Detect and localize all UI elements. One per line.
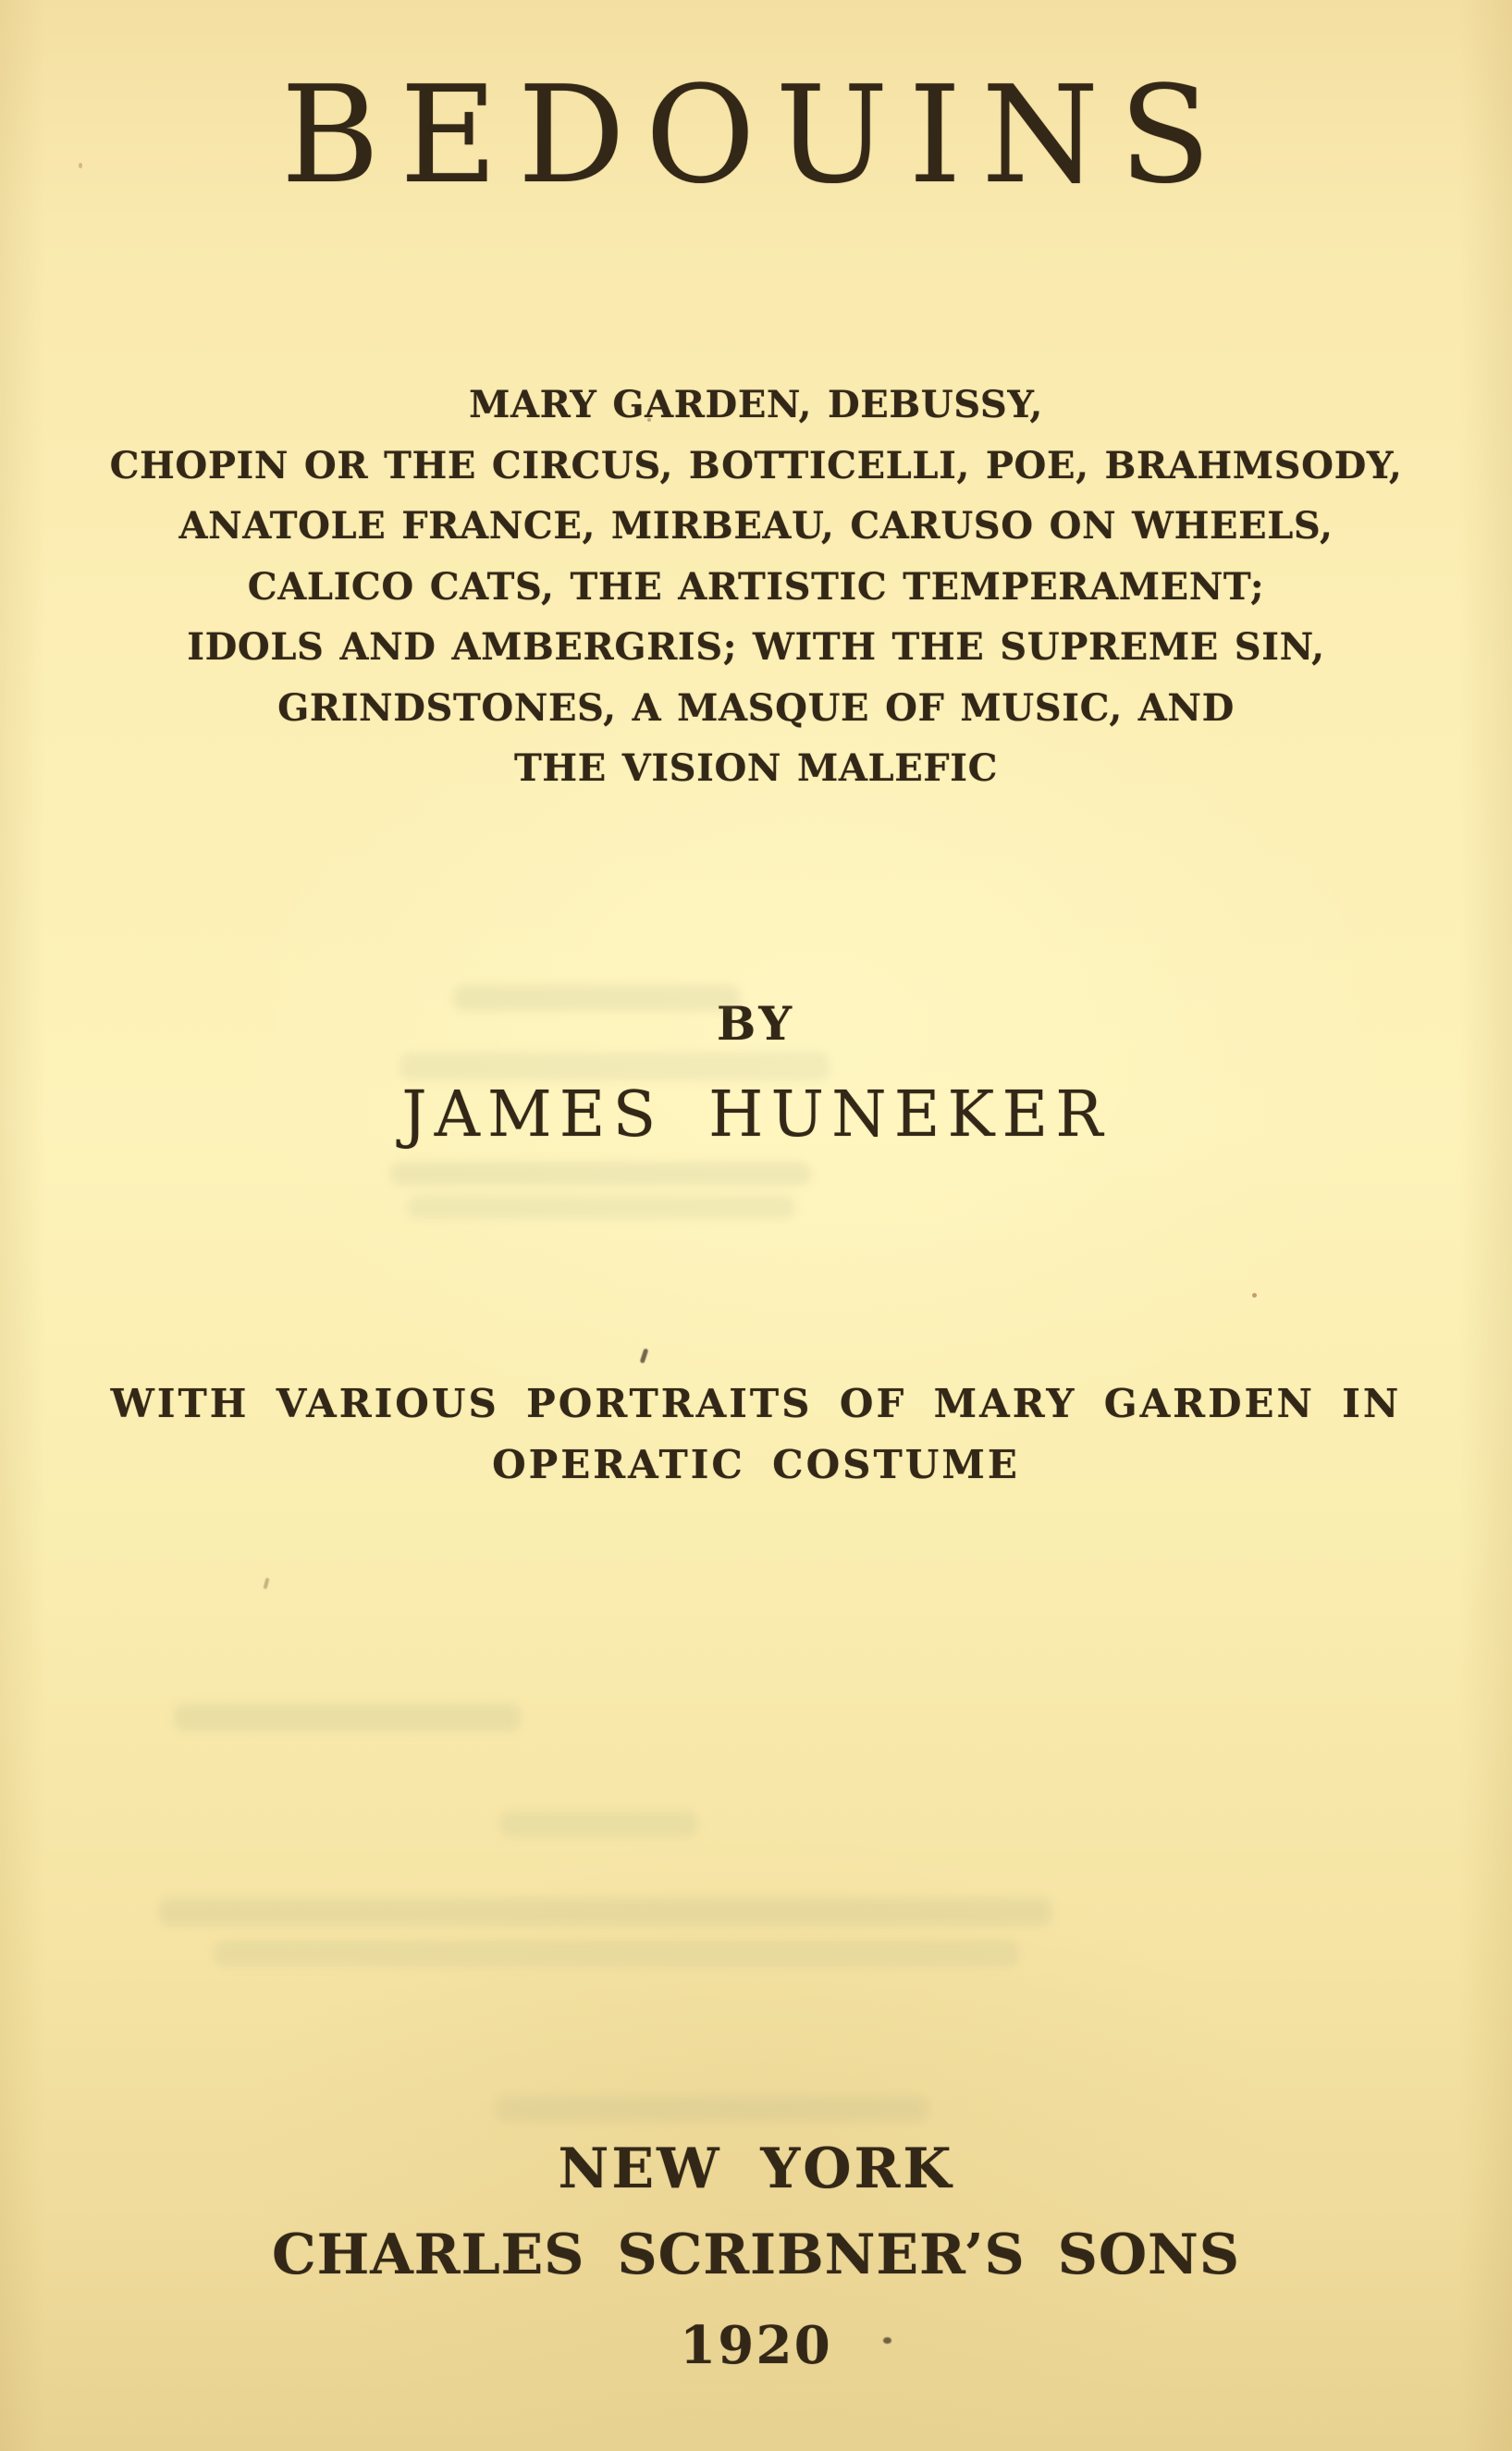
stray-ink-mark: [264, 1578, 270, 1590]
paper-speck: [883, 2337, 891, 2344]
subtitle-line: THE VISION MALEFIC: [513, 746, 999, 790]
paper-speck: [1252, 1293, 1257, 1298]
show-through-smudge: [407, 1195, 795, 1219]
show-through-smudge: [499, 1811, 698, 1837]
stray-ink-mark: [640, 1349, 649, 1364]
show-through-smudge: [496, 2096, 928, 2122]
subtitle-line: CHOPIN OR THE CIRCUS, BOTTICELLI, POE, BRAHMSODY,: [109, 443, 1403, 487]
paper-speck: [647, 418, 651, 422]
show-through-smudge: [159, 1898, 1051, 1926]
subtitle-block: [0, 375, 1512, 799]
show-through-smudge: [390, 1162, 811, 1186]
paper-speck: [79, 163, 82, 168]
subtitle-line: CALICO CATS, THE ARTISTIC TEMPERAMENT;: [247, 564, 1265, 609]
imprint-publisher: CHARLES SCRIBNER’S SONS: [271, 2223, 1240, 2287]
subtitle-line: MARY GARDEN, DEBUSSY,: [469, 383, 1043, 426]
subtitle-line: IDOLS AND AMBERGRIS; WITH THE SUPREME SIN,: [187, 625, 1325, 669]
show-through-smudge: [215, 1940, 1019, 1966]
page-title: BEDOUINS: [280, 57, 1232, 214]
illustration-note: [0, 1373, 1512, 1496]
illustration-note-line: WITH VARIOUS PORTRAITS OF MARY GARDEN IN: [110, 1381, 1402, 1426]
illustration-note-line: OPERATIC COSTUME: [492, 1442, 1020, 1487]
imprint-city: NEW YORK: [558, 2137, 954, 2201]
imprint-year: 1920: [680, 2315, 832, 2376]
subtitle-line: ANATOLE FRANCE, MIRBEAU, CARUSO ON WHEELS,: [178, 504, 1334, 548]
subtitle-line: GRINDSTONES, A MASQUE OF MUSIC, AND: [277, 685, 1235, 730]
byline-label: BY: [716, 996, 796, 1051]
show-through-smudge: [400, 1053, 830, 1080]
show-through-smudge: [174, 1704, 521, 1731]
show-through-smudge: [453, 985, 740, 1011]
author-name: JAMES HUNEKER: [401, 1078, 1111, 1152]
